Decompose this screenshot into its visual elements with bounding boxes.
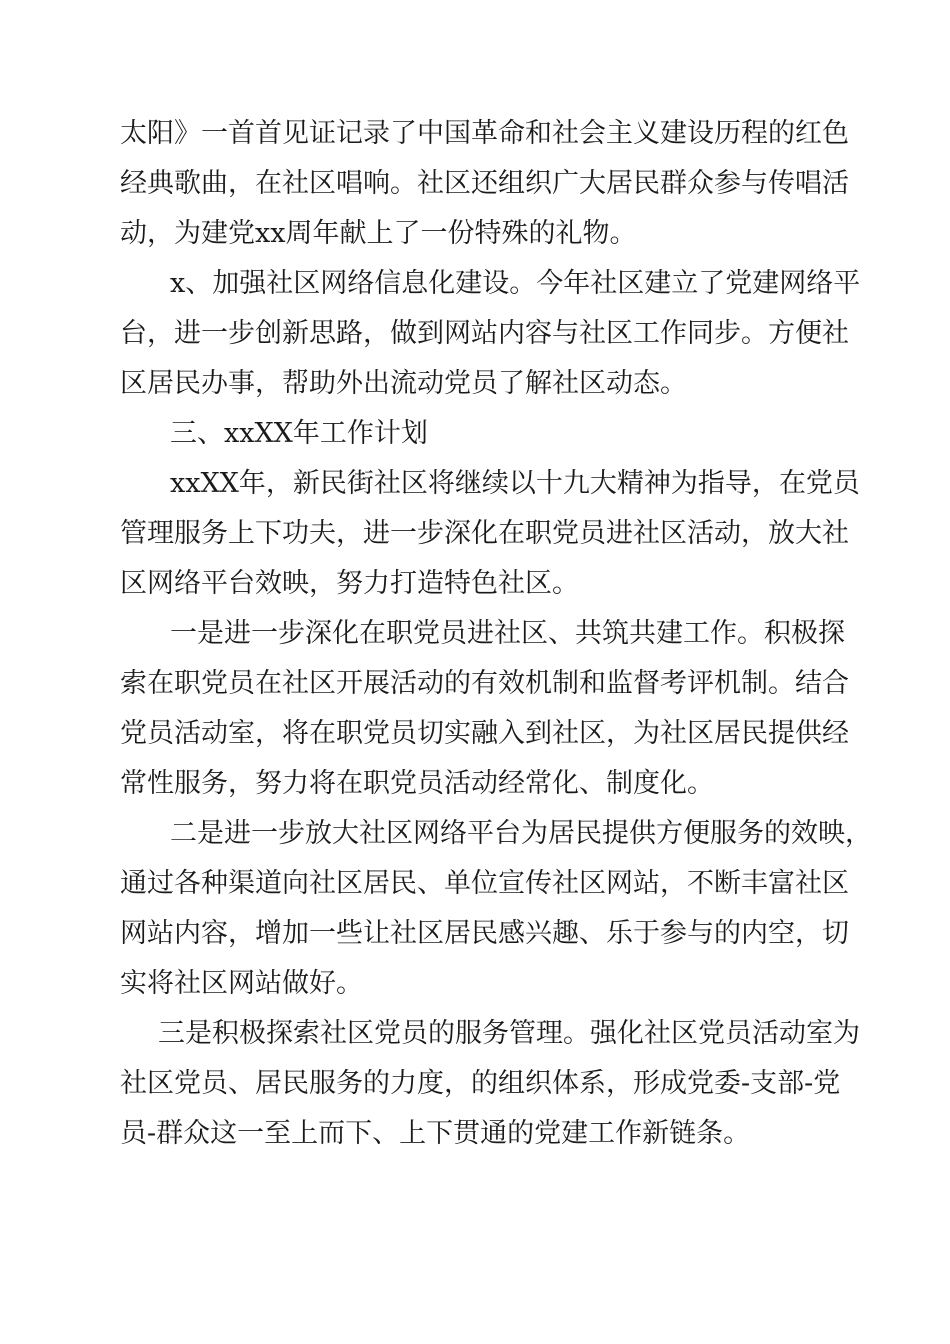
text-line: 员-群众这一至上而下、上下贯通的党建工作新链条。 bbox=[120, 1118, 751, 1149]
text-line: x、加强社区网络信息化建设。今年社区建立了党建网络平 bbox=[170, 268, 861, 299]
text-line: 社区党员、居民服务的力度，的组织体系，形成党委-支部-党 bbox=[120, 1068, 841, 1099]
section-heading: 三、xxXX年工作计划 bbox=[170, 418, 428, 449]
text-line: 索在职党员在社区开展活动的有效机制和监督考评机制。结合 bbox=[120, 668, 849, 699]
text-line: 三是积极探索社区党员的服务管理。强化社区党员活动室为 bbox=[158, 1018, 860, 1049]
text-line: 经典歌曲，在社区唱响。社区还组织广大居民群众参与传唱活 bbox=[120, 168, 849, 199]
text-line: 管理服务上下功夫，进一步深化在职党员进社区活动，放大社 bbox=[120, 518, 849, 549]
text-line: 通过各种渠道向社区居民、单位宣传社区网站，不断丰富社区 bbox=[120, 868, 849, 899]
text-line: 台，进一步创新思路，做到网站内容与社区工作同步。方便社 bbox=[120, 318, 849, 349]
text-line: 区网络平台效映，努力打造特色社区。 bbox=[120, 568, 579, 599]
text-line: 二是进一步放大社区网络平台为居民提供方便服务的效映， bbox=[170, 818, 872, 849]
text-line: 区居民办事，帮助外出流动党员了解社区动态。 bbox=[120, 368, 687, 399]
text-line: 动，为建党xx周年献上了一份特殊的礼物。 bbox=[120, 218, 637, 249]
text-line: 实将社区网站做好。 bbox=[120, 968, 363, 999]
text-line: 常性服务，努力将在职党员活动经常化、制度化。 bbox=[120, 768, 714, 799]
text-line: 一是进一步深化在职党员进社区、共筑共建工作。积极探 bbox=[170, 618, 845, 649]
text-line: xxXX年，新民街社区将继续以十九大精神为指导，在党员 bbox=[170, 468, 860, 499]
text-line: 网站内容，增加一些让社区居民感兴趣、乐于参与的内空，切 bbox=[120, 918, 849, 949]
text-line: 太阳》一首首见证记录了中国革命和社会主义建设历程的红色 bbox=[120, 118, 849, 149]
text-line: 党员活动室，将在职党员切实融入到社区，为社区居民提供经 bbox=[120, 718, 849, 749]
